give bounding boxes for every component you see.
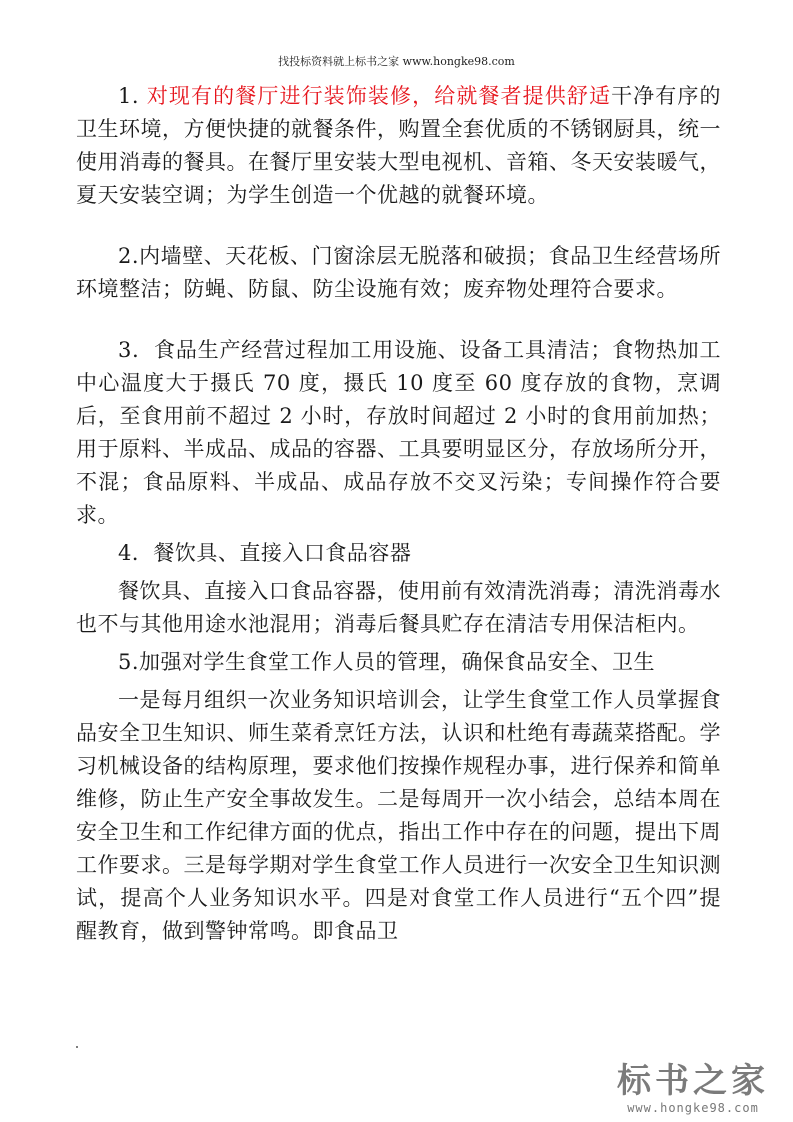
logo-url: www.hongke98.com [627,1101,759,1115]
logo-text: 标书之家 [617,1061,769,1101]
paragraph-5: 餐饮具、直接入口食品容器，使用前有效清洗消毒；清洗消毒水也不与其他用途水池混用；消毒后餐具贮存在清洁专用保洁柜内。 [76,579,721,636]
paragraph-1-highlight: 对现有的餐厅进行装饰装修，给就餐者提供舒适 [146,84,612,108]
paragraph-1 [76,80,721,212]
page-header: 找投标资料就上标书之家 www.hongke98.com [278,55,515,68]
page-dot [76,1046,78,1048]
paragraph-1-number: 1. [118,84,147,108]
paragraph-1-text: 干净有序的卫生环境，方便快捷的就餐条件，购置全套优质的不锈钢厨具，统一使用消毒的餐具。在餐厅里安装大型电视机、音箱、冬天安装暖气，夏天安装空调；为学生创造一个优越的就餐环境。 [76,84,722,207]
document-body [76,80,721,948]
paragraph-6-heading: 5.加强对学生食堂工作人员的管理，确保食品安全、卫生 [118,650,656,674]
paragraph-4-heading: 4．餐饮具、直接入口食品容器 [118,541,412,565]
watermark-logo [613,1061,773,1117]
paragraph-7: 一是每月组织一次业务知识培训会，让学生食堂工作人员掌握食品安全卫生知识、师生菜肴烹饪方法，认识和杜绝有毒蔬菜搭配。学习机械设备的结构原理，要求他们按操作规程办事，进行保养和简单维修，防止生产安全事故发生。二是每周开一次小结会，总结本周在安全卫生和工作纪律方面的优点，指出工作中存在的问题，提出下周工作要求。三是每学期对学生食堂工作人员进行一次安全卫生知识测试，提高个人业务知识水平。四是对食堂工作人员进行“五个四”提醒教育，做到警钟常鸣。即食品卫 [76,688,721,943]
paragraph-3: 3．食品生产经营过程加工用设施、设备工具清洁；食物热加工中心温度大于摄氏 70 度，摄氏 10 度至 60 度存放的食物，烹调后，至食用前不超过 2 小时，存放时间超过 2 小时的食用前加热；用于原料、半成品、成品的容器、工具要明显区分，存放场所分开，不混；食品原料、半成品、成品存放不交叉污染；专间操作符合要求。 [76,338,721,527]
paragraph-2: 2.内墙壁、天花板、门窗涂层无脱落和破损；食品卫生经营场所环境整洁；防蝇、防鼠、防尘设施有效；废弃物处理符合要求。 [76,244,721,301]
